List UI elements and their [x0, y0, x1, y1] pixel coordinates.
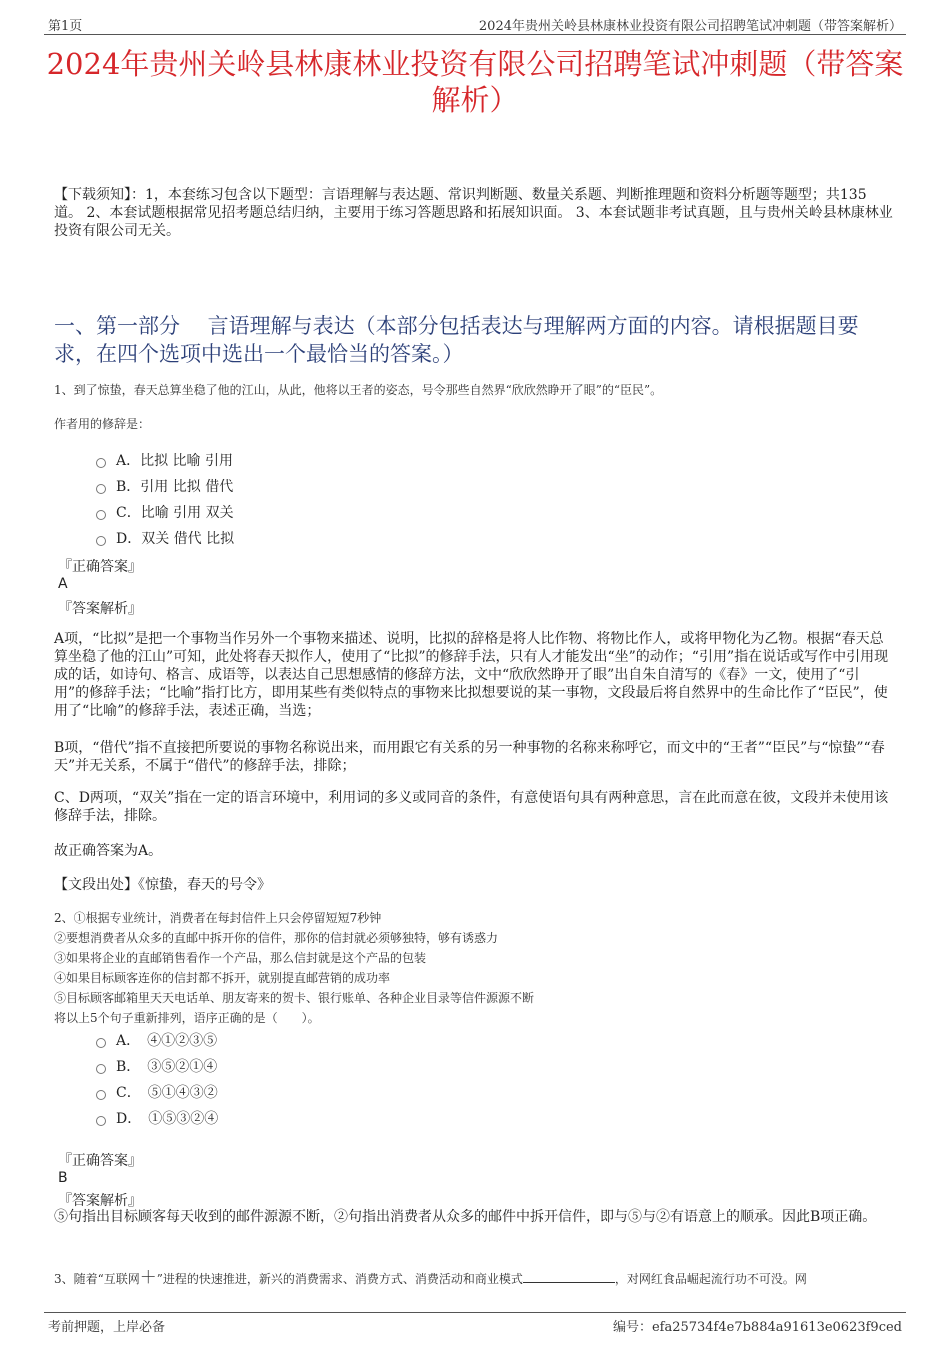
page-footer: [44, 1312, 906, 1335]
correct-answer: A: [58, 576, 68, 592]
analysis-conclusion: 故正确答案为A。: [54, 843, 163, 859]
analysis-paragraph-cd: C、D两项，“双关”指在一定的语言环境中，利用词的多义或同音的条件，有意使语句具有两种意思，言在此而意在彼，文段并未使用该修辞手法，排除。: [54, 790, 889, 824]
section-heading: 一、第一部分 言语理解与表达（本部分包括表达与理解两方面的内容。请根据题目要求，在四个选项中选出一个最恰当的答案。）: [54, 314, 859, 366]
radio-icon[interactable]: [96, 1090, 106, 1100]
analysis-paragraph-b: B项，“借代”指不直接把所要说的事物名称说出来，而用跟它有关系的另一种事物的名称来称呼它，而文中的“王者”“臣民”与“惊蛰”“春天”并无关系，不属于“借代”的修辞手法，排除；: [54, 740, 885, 774]
question-2-options: [96, 1028, 218, 1132]
download-notice: 【下载须知】：1，本套练习包含以下题型：言语理解与表达题、常识判断题、数量关系题、判断推理题和资料分析题等题型；共135道。 2、本套试题根据常见招考题总结归纳，主要用于练习答题思路和拓展知识面。 3、本套试题非考试真题，且与贵州关岭县林康林业投资有限公司无关。: [54, 187, 893, 239]
page-number: 第1页: [48, 19, 83, 34]
footer-slogan: 考前押题，上岸必备: [48, 1320, 166, 1335]
fill-blank[interactable]: [523, 1270, 615, 1283]
question-1-subprompt: 作者用的修辞是：: [54, 417, 151, 431]
question-1-stem: 1、到了惊蛰，春天总算坐稳了他的江山，从此，他将以王者的姿态，号令那些自然界“欣欣然睁开了眼”的“臣民”。: [54, 383, 663, 397]
document-title: 2024年贵州关岭县林康林业投资有限公司招聘笔试冲刺题（带答案解析）: [46, 47, 904, 117]
radio-icon[interactable]: [96, 1116, 106, 1126]
plus-sign: ＋: [139, 1268, 157, 1288]
radio-icon[interactable]: [96, 484, 106, 494]
document-id: 编号：efa25734f4e7b884a91613e0623f9ced: [612, 1320, 902, 1335]
option-b[interactable]: B．引用 比拟 借代: [96, 474, 234, 500]
question-2-line: ②要想消费者从众多的直邮中拆开你的信件，那你的信封就必须够独特，够有诱惑力: [54, 931, 499, 945]
option-d[interactable]: D． ①⑤③②④: [96, 1106, 218, 1132]
question-2-line: 2、①根据专业统计，消费者在每封信件上只会停留短短7秒钟: [54, 911, 382, 925]
question-2-line: ⑤目标顾客邮箱里天天电话单、朋友寄来的贺卡、银行账单、各种企业目录等信件源源不断: [54, 991, 535, 1005]
option-a[interactable]: A． ④①②③⑤: [96, 1028, 218, 1054]
question-3-stem: 3、随着“互联网＋”进程的快速推进，新兴的消费需求、消费方式、消费活动和商业模式 ，对网红食品崛起流行功不可没。网: [54, 1268, 807, 1288]
analysis-label: 『答案解析』: [58, 601, 142, 617]
option-c[interactable]: C．比喻 引用 双关: [96, 500, 234, 526]
radio-icon[interactable]: [96, 536, 106, 546]
page-header: [44, 14, 906, 35]
option-d[interactable]: D．双关 借代 比拟: [96, 526, 234, 552]
correct-answer: B: [58, 1170, 68, 1186]
passage-source: 【文段出处】《惊蛰，春天的号令》: [54, 877, 271, 893]
option-b[interactable]: B． ③⑤②①④: [96, 1054, 218, 1080]
option-c[interactable]: C． ⑤①④③②: [96, 1080, 218, 1106]
analysis-paragraph-a: A项，“比拟”是把一个事物当作另外一个事物来描述、说明，比拟的辞格是将人比作物、将物比作人，或将甲物化为乙物。根据“春天总算坐稳了他的江山”可知，此处将春天拟作人，使用了“比拟”的修辞手法，只有人才能发出“坐”的动作；“引用”指在说话或写作中引用现成的话，如诗句、格言、成语等，以表达自己思想感情的修辞方法，文中“欣欣然睁开了眼”出自朱自清写的《春》一文，使用了“引用”的修辞手法；“比喻”指打比方，即用某些有类似特点的事物来比拟想要说的某一事物，文段最后将自然界中的生命比作了“臣民”，使用了“比喻”的修辞手法，表述正确，当选；: [54, 631, 889, 719]
radio-icon[interactable]: [96, 1038, 106, 1048]
question-2-analysis: ⑤句指出目标顾客每天收到的邮件源源不断，②句指出消费者从众多的邮件中拆开信件，即与⑤与②有语意上的顺承。因此B项正确。: [54, 1209, 877, 1225]
question-2-line: ④如果目标顾客连你的信封都不拆开，就别提直邮营销的成功率: [54, 971, 391, 985]
question-2-line: ③如果将企业的直邮销售看作一个产品，那么信封就是这个产品的包装: [54, 951, 427, 965]
question-2-stem: [54, 908, 534, 1028]
correct-answer-label: 『正确答案』: [58, 559, 142, 575]
radio-icon[interactable]: [96, 510, 106, 520]
correct-answer-label: 『正确答案』: [58, 1153, 142, 1169]
analysis-label: 『答案解析』: [58, 1193, 142, 1209]
option-a[interactable]: A．比拟 比喻 引用: [96, 448, 234, 474]
question-2-prompt: 将以上5个句子重新排列，语序正确的是（ ）。: [54, 1011, 320, 1025]
radio-icon[interactable]: [96, 458, 106, 468]
question-1-options: [96, 448, 234, 552]
radio-icon[interactable]: [96, 1064, 106, 1074]
header-doc-title: 2024年贵州关岭县林康林业投资有限公司招聘笔试冲刺题（带答案解析）: [478, 19, 902, 34]
